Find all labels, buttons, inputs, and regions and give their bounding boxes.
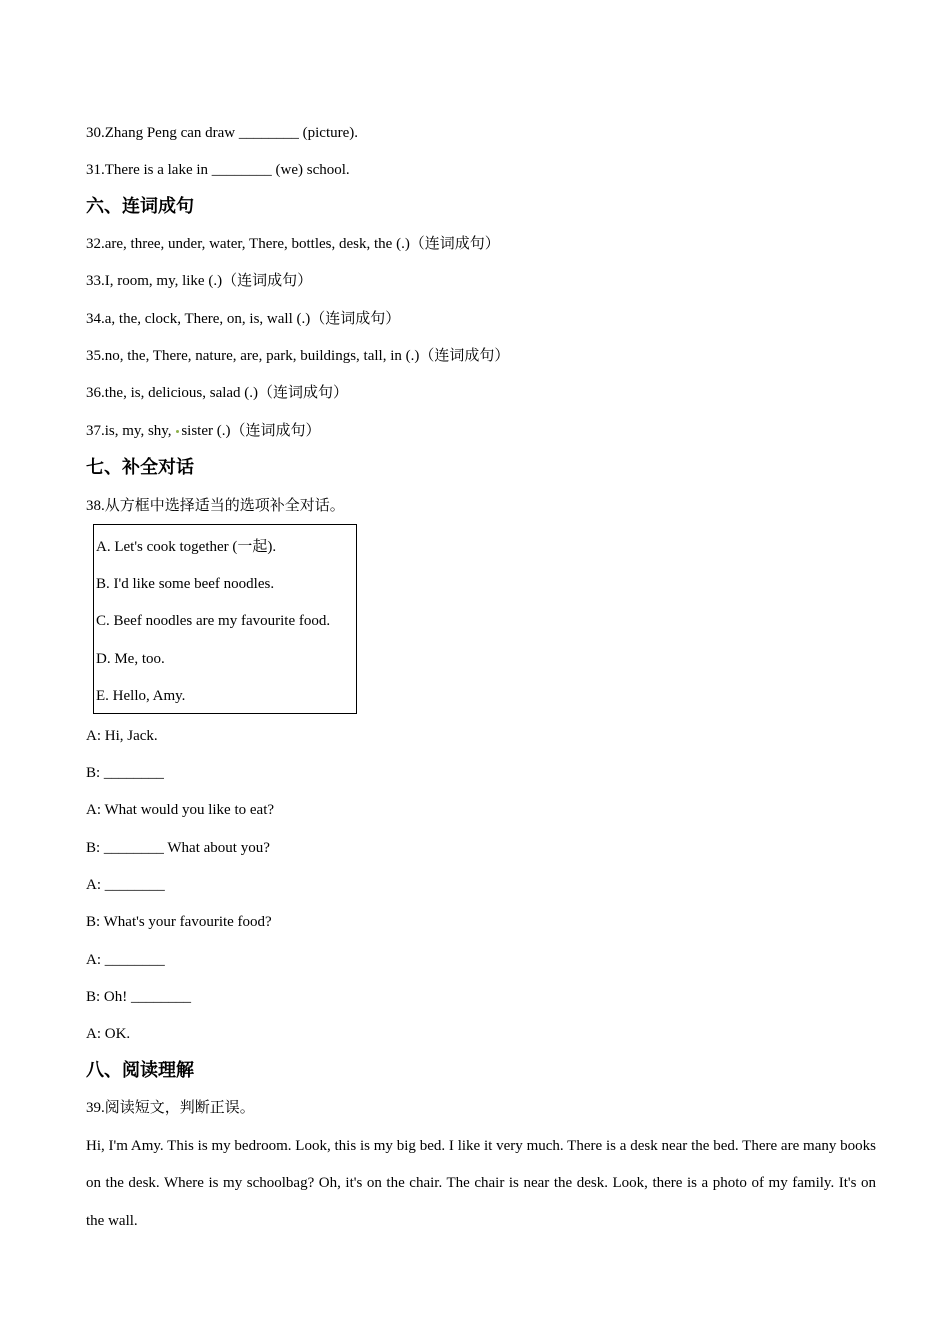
question-31: 31.There is a lake in ________ (we) school. <box>86 162 350 178</box>
dialogue-line-5: A: ________ <box>86 877 165 893</box>
dialogue-line-7: A: ________ <box>86 952 165 968</box>
option-b: B. I'd like some beef noodles. <box>96 576 275 592</box>
dialogue-line-9: A: OK. <box>86 1026 131 1042</box>
question-37-part1: 37.is, my, shy, <box>86 423 176 439</box>
question-38-instruction: 38.从方框中选择适当的选项补全对话。 <box>86 498 345 514</box>
dialogue-line-4: B: ________ What about you? <box>86 840 270 856</box>
stray-dot-mark <box>176 430 179 433</box>
dialogue-line-6: B: What's your favourite food? <box>86 914 272 930</box>
section-7-heading: 七、补全对话 <box>86 457 194 478</box>
reading-passage: Hi, I'm Amy. This is my bedroom. Look, this is my big bed. I like it very much. There is a desk near the bed. There are many books on the desk. Where is my schoolbag? Oh, it's on the chair. The chair is near the desk. Look, there is a photo of my family. It's on the wall. <box>86 1138 876 1229</box>
question-32: 32.are, three, under, water, There, bottles, desk, the (.)（连词成句） <box>86 236 500 252</box>
dialogue-line-2: B: ________ <box>86 765 164 781</box>
dialogue-line-1: A: Hi, Jack. <box>86 728 158 744</box>
dialogue-line-3: A: What would you like to eat? <box>86 802 275 818</box>
question-37-part2: sister (.)（连词成句） <box>181 423 321 439</box>
dialogue-line-8: B: Oh! ________ <box>86 989 191 1005</box>
option-a: A. Let's cook together (一起). <box>96 539 277 555</box>
question-33: 33.I, room, my, like (.)（连词成句） <box>86 273 313 289</box>
question-35: 35.no, the, There, nature, are, park, buildings, tall, in (.)（连词成句） <box>86 348 510 364</box>
options-box <box>93 524 357 714</box>
question-30: 30.Zhang Peng can draw ________ (picture). <box>86 125 359 141</box>
question-37 <box>86 421 320 441</box>
option-c: C. Beef noodles are my favourite food. <box>96 613 331 629</box>
section-6-heading: 六、连词成句 <box>86 196 194 217</box>
question-34: 34.a, the, clock, There, on, is, wall (.)（连词成句） <box>86 311 401 327</box>
question-36: 36.the, is, delicious, salad (.)（连词成句） <box>86 385 349 401</box>
option-d: D. Me, too. <box>96 651 165 667</box>
question-39-instruction: 39.阅读短文，判断正误。 <box>86 1100 255 1116</box>
option-e: E. Hello, Amy. <box>96 688 186 704</box>
section-8-heading: 八、阅读理解 <box>86 1060 194 1081</box>
